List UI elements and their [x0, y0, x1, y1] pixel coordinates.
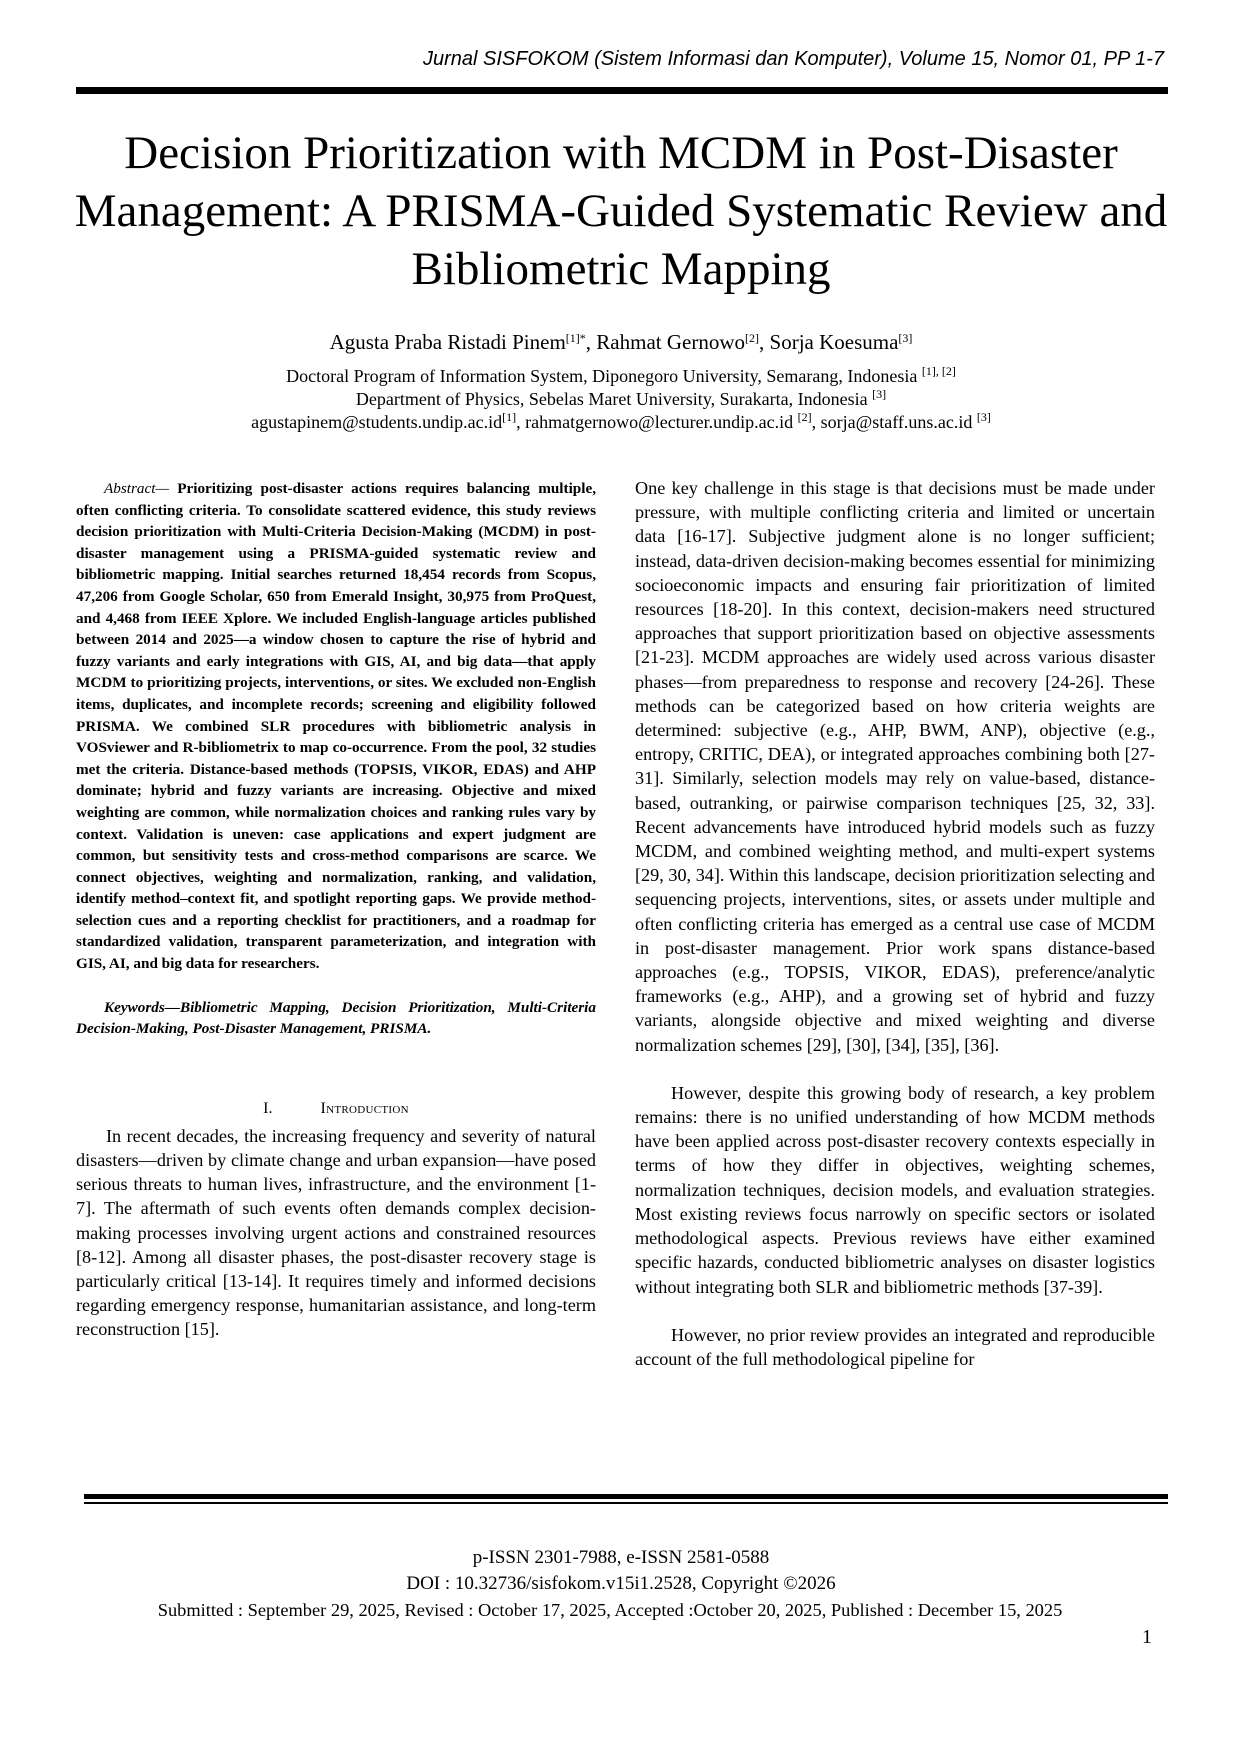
footer-dates: Submitted : September 29, 2025, Revised : October 17, 2025, Accepted :October 20, 2025, Published : December 15, 2025	[157, 1600, 1063, 1620]
affiliation-mark: [1], [2]	[921, 364, 956, 378]
footer-rule-thin	[84, 1502, 1168, 1504]
footer-doi: DOI : 10.32736/sisfokom.v15i1.2528, Copyright ©2026	[406, 1573, 836, 1594]
affiliation-2	[60, 388, 1182, 410]
body-paragraph: However, despite this growing body of research, a key problem remains: there is no unified understanding of how MCDM methods have been applied across post-disaster recovery contexts especially in terms of how they differ in objectives, weighting schemes, normalization techniques, decision models, and evaluation strategies. Most existing reviews focus narrowly on specific sectors or isolated methodological aspects. Previous reviews have either examined specific hazards, conducted bibliometric analyses on disaster logistics without integrating both SLR and bibliometric methods [37-39].	[635, 1082, 1155, 1297]
journal-header: Jurnal SISFOKOM (Sistem Informasi dan Komputer), Volume 15, Nomor 01, PP 1-7	[422, 48, 1164, 70]
author-name: Agusta Praba Ristadi Pinem	[329, 330, 566, 354]
left-column	[76, 478, 596, 1342]
email-link[interactable]: rahmatgernowo@lecturer.undip.ac.id	[525, 412, 798, 432]
email-mark: [1]	[502, 410, 517, 424]
right-column	[635, 476, 1155, 1371]
email-link[interactable]: sorja@staff.uns.ac.id	[820, 412, 977, 432]
author-name: Rahmat Gernowo	[596, 330, 746, 354]
affiliation-text: Department of Physics, Sebelas Maret University, Surakarta, Indonesia	[355, 389, 873, 409]
page-number: 1	[1142, 1626, 1152, 1648]
paper-title: Decision Prioritization with MCDM in Post-Disaster Management: A PRISMA-Guided Systematic Review and Bibliometric Mapping	[74, 127, 1168, 295]
footer-rule	[84, 1494, 1168, 1499]
abstract	[76, 478, 596, 975]
author-name: Sorja Koesuma	[769, 330, 899, 354]
author-mark: [2]	[745, 331, 760, 345]
body-paragraph: One key challenge in this stage is that decisions must be made under pressure, with multiple conflicting criteria and limited or uncertain data [16-17]. Subjective judgment alone is no longer sufficient; instead, data-driven decision-making becomes essential for minimizing socioeconomic impacts and ensuring fair prioritization of limited resources [18-20]. In this context, decision-makers need structured approaches that support prioritization based on objective assessments [21-23]. MCDM approaches are widely used across various disaster phases—from preparedness to response and recovery [24-26]. These methods can be categorized based on how criteria weights are determined: subjective (e.g., AHP, BWM, ANP), objective (e.g., entropy, CRITIC, DEA), or integrated approaches combining both [27-31]. Similarly, selection models may rely on value-based, distance-based, outranking, or pairwise comparison techniques [25, 32, 33]. Recent advancements have introduced hybrid models such as fuzzy MCDM, and combined weighting method, and multi-expert systems [29, 30, 34]. Within this landscape, decision prioritization selecting and sequencing projects, interventions, sites, or assets under multiple and often conflicting criteria has emerged as a central use case of MCDM in post-disaster management. Prior work spans distance-based approaches (e.g., TOPSIS, VIKOR, EDAS), preference/analytic frameworks (e.g., AHP), and a growing set of hybrid and fuzzy variants, alongside objective and mixed weighting and diverse normalization schemes [29], [30], [34], [35], [36].	[635, 478, 1155, 1055]
abstract-text: Prioritizing post-disaster actions requires balancing multiple, often conflicting criteria. To consolidate scattered evidence, this study reviews decision prioritization with Multi-Criteria Decision-Making (MCDM) in post-disaster management using a PRISMA-guided systematic review and bibliometric mapping. Initial searches returned 18,454 records from Scopus, 47,206 from Google Scholar, 650 from Emerald Insight, 30,975 from ProQuest, and 4,468 from IEEE Xplore. We included English-language articles published between 2014 and 2025—a window chosen to capture the rise of hybrid and fuzzy variants and early integrations with GIS, AI, and big data—that apply MCDM to prioritizing projects, interventions, or sites. We excluded non-English items, duplicates, and incomplete records; screening and eligibility followed PRISMA. We combined SLR procedures with bibliometric analysis in VOSviewer and R-bibliometrix to map co-occurrence. From the pool, 32 studies met the criteria. Distance-based methods (TOPSIS, VIKOR, EDAS) and AHP dominate; hybrid and fuzzy variants are increasing. Objective and mixed weighting are common, while normalization choices and ranking rules vary by context. Validation is uneven: case applications and expert judgment are common, but sensitivity tests and cross-method comparisons are scarce. We connect objectives, weighting and normalization, ranking, and validation, identify method–context fit, and spotlight reporting gaps. We provide method-selection cues and a reporting checklist for practitioners, and a roadmap for standardized validation, transparent parameterization, and integration with GIS, AI, and big data for researchers.	[76, 480, 596, 973]
affiliation-1	[60, 365, 1182, 387]
affiliation-mark: [3]	[872, 387, 887, 401]
email-mark: [2]	[797, 410, 812, 424]
keywords: Keywords—Bibliometric Mapping, Decision Prioritization, Multi-Criteria Decision-Making, Post-Disaster Management, PRISMA.	[76, 998, 596, 1038]
email-line: agustapinem@students.undip.ac.id[1], rahmatgernowo@lecturer.undip.ac.id [2], sorja@staff.uns.ac.id [3]	[251, 410, 991, 432]
email-mark: [3]	[976, 410, 991, 424]
section-heading	[76, 1098, 596, 1120]
intro-paragraph: In recent decades, the increasing frequency and severity of natural disasters—driven by climate change and urban expansion—have posed serious threats to human lives, infrastructure, and the environment [1-7]. The aftermath of such events often demands complex decision-making processes involving urgent actions and constrained resources [8-12]. Among all disaster phases, the post-disaster recovery stage is particularly critical [13-14]. It requires timely and informed decisions regarding emergency response, humanitarian assistance, and long-term reconstruction [15].	[76, 1125, 596, 1340]
header-rule	[76, 87, 1168, 94]
footer-issn: p-ISSN 2301-7988, e-ISSN 2581-0588	[472, 1547, 770, 1568]
affiliation-text: Doctoral Program of Information System, Diponegoro University, Semarang, Indonesia	[286, 366, 922, 386]
section-title: Introduction	[320, 1099, 409, 1117]
email-link[interactable]: agustapinem@students.undip.ac.id	[251, 412, 503, 432]
author-mark: [1]*	[565, 331, 586, 345]
section-number: I.	[263, 1099, 273, 1117]
body-paragraph: However, no prior review provides an integrated and reproducible account of the full methodological pipeline for	[635, 1324, 1155, 1369]
abstract-lead: Abstract—	[104, 480, 169, 497]
author-list: Agusta Praba Ristadi Pinem$^{[1]*}$, Rahmat Gernowo[2], Sorja Koesuma[3]	[329, 330, 913, 354]
author-mark: [3]	[898, 331, 913, 345]
